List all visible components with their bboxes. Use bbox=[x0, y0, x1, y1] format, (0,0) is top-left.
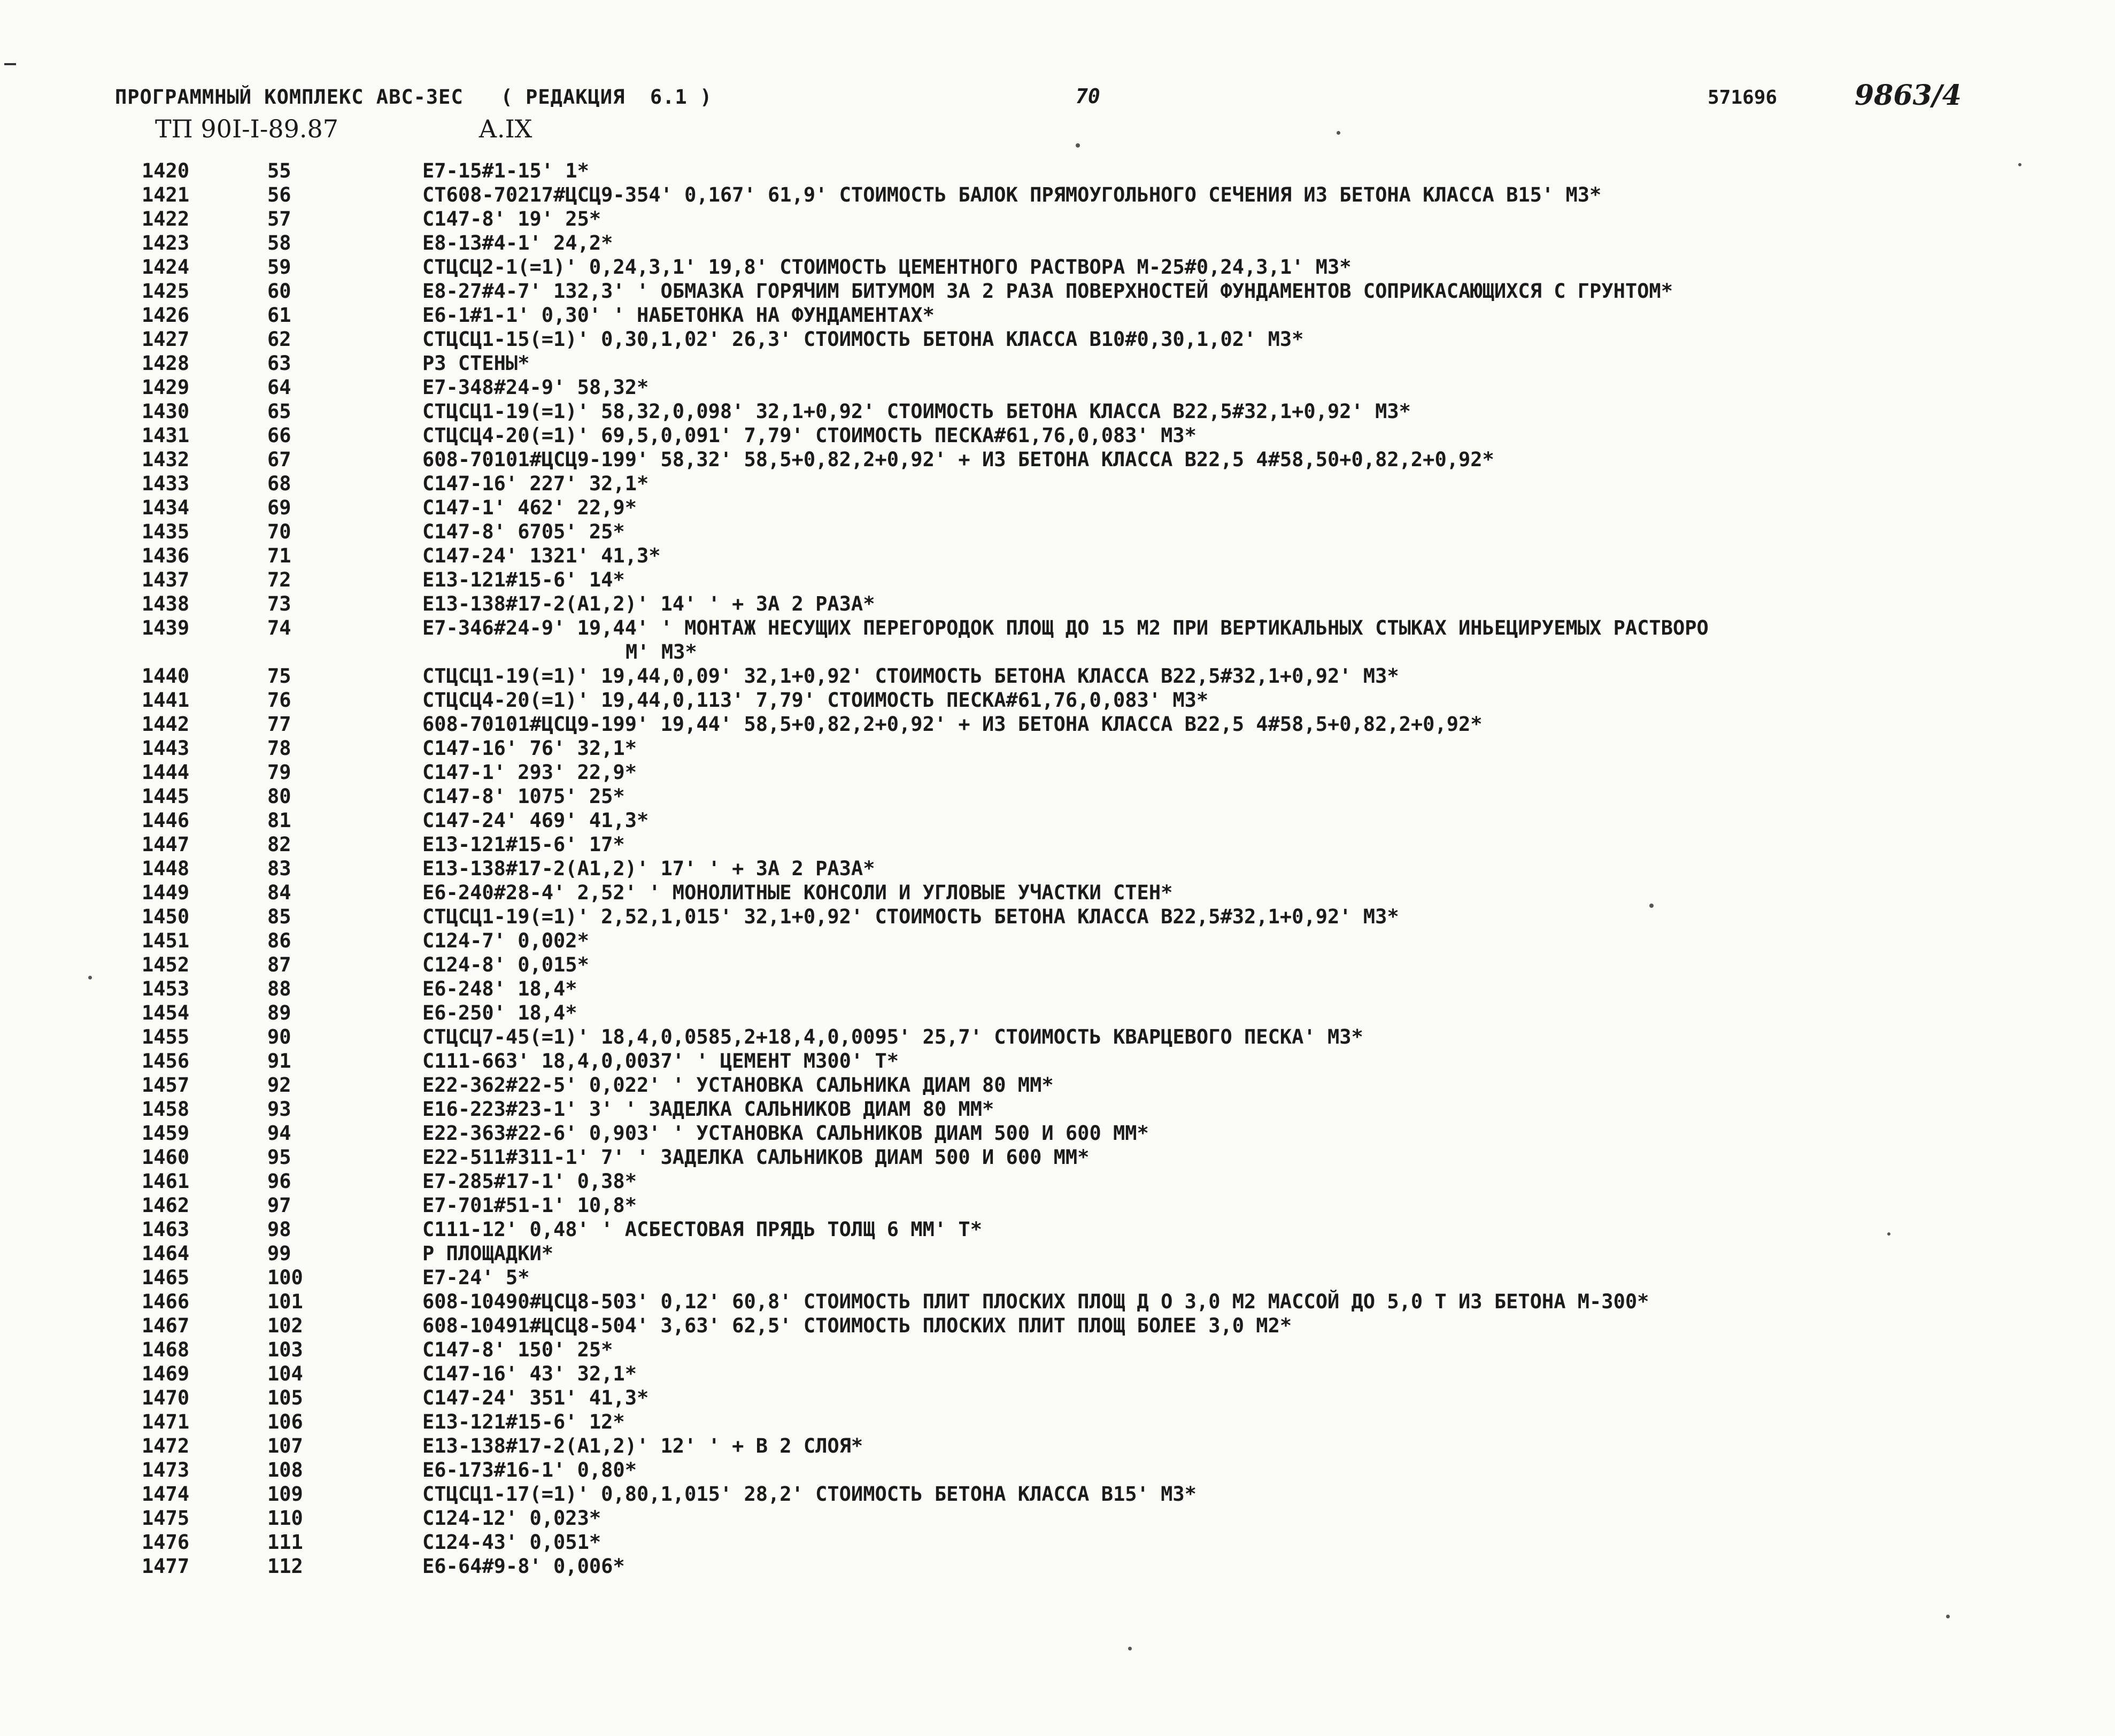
listing-row bbox=[0, 736, 2115, 760]
record-text: Е13-121#15-6' 14* bbox=[422, 568, 625, 591]
record-text: Е22-362#22-5' 0,022' ' УСТАНОВКА САЛЬНИКА ДИАМ 80 ММ* bbox=[422, 1074, 1054, 1097]
listing-row bbox=[0, 953, 2115, 977]
sequence-number: 95 bbox=[267, 1146, 291, 1169]
record-text: 608-70101#ЦСЦ9-199' 58,32' 58,5+0,82,2+0,92' + ИЗ БЕТОНА КЛАССА В22,5 4#58,50+0,82,2+0,92* bbox=[422, 448, 1494, 471]
record-text: С124-12' 0,023* bbox=[422, 1507, 601, 1530]
line-number: 1456 bbox=[142, 1050, 190, 1073]
line-number: 1453 bbox=[142, 977, 190, 1000]
sequence-number: 56 bbox=[267, 183, 291, 206]
sequence-number: 64 bbox=[267, 376, 291, 399]
sequence-number: 55 bbox=[267, 159, 291, 182]
sequence-number: 60 bbox=[267, 280, 291, 303]
record-text: Е7-346#24-9' 19,44' ' МОНТАЖ НЕСУЩИХ ПЕРЕГОРОДОК ПЛОЩ ДО 15 М2 ПРИ ВЕРТИКАЛЬНЫХ СТЫКАХ ИНЬЕЦИРУЕМЫХ РАСТВОРО bbox=[422, 616, 1709, 639]
record-text: Е6-1#1-1' 0,30' ' НАБЕТОНКА НА ФУНДАМЕНТАХ* bbox=[422, 304, 935, 327]
record-text: Е13-138#17-2(А1,2)' 14' ' + ЗА 2 РАЗА* bbox=[422, 592, 875, 615]
line-number: 1443 bbox=[142, 737, 190, 760]
sequence-number: 91 bbox=[267, 1050, 291, 1073]
line-number: 1474 bbox=[142, 1483, 190, 1506]
listing-row bbox=[0, 1410, 2115, 1434]
archive-number: 9863/4 bbox=[1855, 79, 1962, 112]
record-text: Е7-15#1-15' 1* bbox=[422, 159, 589, 182]
sequence-number: 75 bbox=[267, 665, 291, 688]
record-text: СТЦСЦ2-1(=1)' 0,24,3,1' 19,8' СТОИМОСТЬ ЦЕМЕНТНОГО РАСТВОРА М-25#0,24,3,1' М3* bbox=[422, 256, 1352, 279]
listing-row bbox=[0, 375, 2115, 399]
listing-row bbox=[0, 640, 2115, 664]
line-number: 1430 bbox=[142, 400, 190, 423]
line-number: 1462 bbox=[142, 1194, 190, 1217]
document-id: 571696 bbox=[1708, 87, 1778, 109]
line-number: 1422 bbox=[142, 207, 190, 230]
line-number: 1477 bbox=[142, 1555, 190, 1578]
line-number: 1467 bbox=[142, 1314, 190, 1337]
line-number: 1424 bbox=[142, 256, 190, 279]
listing-row bbox=[0, 977, 2115, 1001]
line-number: 1439 bbox=[142, 616, 190, 639]
page-number: 70 bbox=[1076, 84, 1100, 108]
sequence-number: 57 bbox=[267, 207, 291, 230]
sequence-number: 72 bbox=[267, 568, 291, 591]
record-text: Е22-511#311-1' 7' ' ЗАДЕЛКА САЛЬНИКОВ ДИАМ 500 И 600 ММ* bbox=[422, 1146, 1090, 1169]
listing-row bbox=[0, 592, 2115, 616]
record-text: СТЦСЦ1-17(=1)' 0,80,1,015' 28,2' СТОИМОСТЬ БЕТОНА КЛАССА В15' М3* bbox=[422, 1483, 1197, 1506]
section-label: А.IX bbox=[478, 114, 532, 143]
line-number: 1447 bbox=[142, 833, 190, 856]
sequence-number: 111 bbox=[267, 1531, 303, 1554]
record-text: Е6-240#28-4' 2,52' ' МОНОЛИТНЫЕ КОНСОЛИ И УГЛОВЫЕ УЧАСТКИ СТЕН* bbox=[422, 881, 1173, 904]
sequence-number: 67 bbox=[267, 448, 291, 471]
sequence-number: 94 bbox=[267, 1122, 291, 1145]
record-text: СТЦСЦ7-45(=1)' 18,4,0,0585,2+18,4,0,0095' 25,7' СТОИМОСТЬ КВАРЦЕВОГО ПЕСКА' М3* bbox=[422, 1025, 1363, 1048]
listing-row bbox=[0, 423, 2115, 447]
listing-row bbox=[0, 568, 2115, 592]
listing-row bbox=[0, 207, 2115, 231]
line-number: 1435 bbox=[142, 520, 190, 543]
sequence-number: 76 bbox=[267, 689, 291, 712]
printout-listing bbox=[0, 159, 2115, 1578]
sequence-number: 103 bbox=[267, 1338, 303, 1361]
record-text: 608-10490#ЦСЦ8-503' 0,12' 60,8' СТОИМОСТЬ ПЛИТ ПЛОСКИХ ПЛОЩ Д О 3,0 М2 МАССОЙ ДО 5,0 Т ИЗ БЕТОНА М-300* bbox=[422, 1290, 1649, 1313]
listing-row bbox=[0, 303, 2115, 327]
sequence-number: 88 bbox=[267, 977, 291, 1000]
listing-row bbox=[0, 327, 2115, 351]
record-text: 608-70101#ЦСЦ9-199' 19,44' 58,5+0,82,2+0,92' + ИЗ БЕТОНА КЛАССА В22,5 4#58,5+0,82,2+0,92* bbox=[422, 713, 1483, 736]
listing-row bbox=[0, 351, 2115, 375]
line-number: 1420 bbox=[142, 159, 190, 182]
line-number: 1476 bbox=[142, 1531, 190, 1554]
listing-row bbox=[0, 183, 2115, 207]
record-text: С147-8' 150' 25* bbox=[422, 1338, 613, 1361]
record-text: С147-24' 351' 41,3* bbox=[422, 1386, 649, 1409]
sequence-number: 59 bbox=[267, 256, 291, 279]
listing-row bbox=[0, 1241, 2115, 1266]
listing-row bbox=[0, 544, 2115, 568]
line-number: 1470 bbox=[142, 1386, 190, 1409]
sequence-number: 102 bbox=[267, 1314, 303, 1337]
sequence-number: 74 bbox=[267, 616, 291, 639]
listing-row bbox=[0, 1338, 2115, 1362]
listing-row bbox=[0, 1049, 2115, 1073]
line-number: 1455 bbox=[142, 1025, 190, 1048]
sequence-number: 61 bbox=[267, 304, 291, 327]
record-text: Е13-138#17-2(А1,2)' 12' ' + В 2 СЛОЯ* bbox=[422, 1434, 863, 1457]
record-text: С147-16' 76' 32,1* bbox=[422, 737, 637, 760]
listing-row bbox=[0, 1001, 2115, 1025]
record-text: Р3 СТЕНЫ* bbox=[422, 352, 530, 375]
sequence-number: 63 bbox=[267, 352, 291, 375]
line-number: 1464 bbox=[142, 1242, 190, 1265]
sequence-number: 86 bbox=[267, 929, 291, 952]
record-text: Е6-64#9-8' 0,006* bbox=[422, 1555, 625, 1578]
listing-row bbox=[0, 159, 2115, 183]
line-number: 1427 bbox=[142, 328, 190, 351]
line-number: 1463 bbox=[142, 1218, 190, 1241]
record-text: Е13-121#15-6' 12* bbox=[422, 1410, 625, 1433]
listing-row bbox=[0, 905, 2115, 929]
line-number: 1429 bbox=[142, 376, 190, 399]
listing-row bbox=[0, 881, 2115, 905]
record-text: Е6-173#16-1' 0,80* bbox=[422, 1459, 637, 1482]
line-number: 1436 bbox=[142, 544, 190, 567]
line-number: 1461 bbox=[142, 1170, 190, 1193]
line-number: 1448 bbox=[142, 857, 190, 880]
line-number: 1446 bbox=[142, 809, 190, 832]
listing-row bbox=[0, 1482, 2115, 1506]
listing-row bbox=[0, 1217, 2115, 1241]
listing-row bbox=[0, 447, 2115, 472]
sequence-number: 92 bbox=[267, 1074, 291, 1097]
line-number: 1433 bbox=[142, 472, 190, 495]
record-text: М' М3* bbox=[626, 641, 697, 663]
sequence-number: 110 bbox=[267, 1507, 303, 1530]
sequence-number: 69 bbox=[267, 496, 291, 519]
record-text: Е8-13#4-1' 24,2* bbox=[422, 232, 613, 254]
scan-speck bbox=[1337, 131, 1340, 135]
record-text: Е13-121#15-6' 17* bbox=[422, 833, 625, 856]
listing-row bbox=[0, 1073, 2115, 1097]
line-number: 1459 bbox=[142, 1122, 190, 1145]
listing-row bbox=[0, 472, 2115, 496]
record-text: СТЦСЦ4-20(=1)' 19,44,0,113' 7,79' СТОИМОСТЬ ПЕСКА#61,76,0,083' М3* bbox=[422, 689, 1209, 712]
sequence-number: 85 bbox=[267, 905, 291, 928]
sequence-number: 82 bbox=[267, 833, 291, 856]
listing-row bbox=[0, 808, 2115, 832]
sequence-number: 108 bbox=[267, 1459, 303, 1482]
listing-row bbox=[0, 1266, 2115, 1290]
sequence-number: 105 bbox=[267, 1386, 303, 1409]
record-text: Е13-138#17-2(А1,2)' 17' ' + ЗА 2 РАЗА* bbox=[422, 857, 875, 880]
scan-speck bbox=[1946, 1615, 1950, 1618]
sequence-number: 66 bbox=[267, 424, 291, 447]
listing-row bbox=[0, 1025, 2115, 1049]
line-number: 1457 bbox=[142, 1074, 190, 1097]
listing-row bbox=[0, 784, 2115, 808]
sequence-number: 80 bbox=[267, 785, 291, 808]
sequence-number: 100 bbox=[267, 1266, 303, 1289]
sequence-number: 73 bbox=[267, 592, 291, 615]
record-text: Е16-223#23-1' 3' ' ЗАДЕЛКА САЛЬНИКОВ ДИАМ 80 ММ* bbox=[422, 1098, 994, 1121]
listing-row bbox=[0, 832, 2115, 857]
record-text: С147-16' 43' 32,1* bbox=[422, 1362, 637, 1385]
scan-speck bbox=[1076, 143, 1080, 148]
line-number: 1449 bbox=[142, 881, 190, 904]
listing-row bbox=[0, 664, 2115, 688]
sequence-number: 90 bbox=[267, 1025, 291, 1048]
listing-row bbox=[0, 496, 2115, 520]
line-number: 1442 bbox=[142, 713, 190, 736]
record-text: С147-8' 6705' 25* bbox=[422, 520, 625, 543]
sequence-number: 101 bbox=[267, 1290, 303, 1313]
project-code: ТП 90I-I-89.87 bbox=[155, 114, 339, 143]
record-text: С147-8' 19' 25* bbox=[422, 207, 601, 230]
listing-row bbox=[0, 1145, 2115, 1169]
sequence-number: 93 bbox=[267, 1098, 291, 1121]
record-text: С124-7' 0,002* bbox=[422, 929, 589, 952]
line-number: 1444 bbox=[142, 761, 190, 784]
line-number: 1438 bbox=[142, 592, 190, 615]
record-text: Е6-250' 18,4* bbox=[422, 1001, 577, 1024]
line-number: 1471 bbox=[142, 1410, 190, 1433]
sequence-number: 71 bbox=[267, 544, 291, 567]
listing-row bbox=[0, 857, 2115, 881]
line-number: 1472 bbox=[142, 1434, 190, 1457]
line-number: 1465 bbox=[142, 1266, 190, 1289]
sequence-number: 97 bbox=[267, 1194, 291, 1217]
listing-row bbox=[0, 1193, 2115, 1217]
record-text: Е8-27#4-7' 132,3' ' ОБМАЗКА ГОРЯЧИМ БИТУМОМ ЗА 2 РАЗА ПОВЕРХНОСТЕЙ ФУНДАМЕНТОВ СОПРИКАСАЮЩИХСЯ С ГРУНТОМ* bbox=[422, 280, 1673, 303]
record-text: Е7-24' 5* bbox=[422, 1266, 530, 1289]
line-number: 1473 bbox=[142, 1459, 190, 1482]
listing-row bbox=[0, 760, 2115, 784]
sequence-number: 109 bbox=[267, 1483, 303, 1506]
record-text: С147-1' 293' 22,9* bbox=[422, 761, 637, 784]
sequence-number: 81 bbox=[267, 809, 291, 832]
sequence-number: 58 bbox=[267, 232, 291, 254]
line-number: 1423 bbox=[142, 232, 190, 254]
record-text: СТЦСЦ1-19(=1)' 58,32,0,098' 32,1+0,92' СТОИМОСТЬ БЕТОНА КЛАССА В22,5#32,1+0,92' М3* bbox=[422, 400, 1411, 423]
line-number: 1454 bbox=[142, 1001, 190, 1024]
record-text: С147-1' 462' 22,9* bbox=[422, 496, 637, 519]
sequence-number: 96 bbox=[267, 1170, 291, 1193]
sequence-number: 70 bbox=[267, 520, 291, 543]
line-number: 1451 bbox=[142, 929, 190, 952]
record-text: Р ПЛОЩАДКИ* bbox=[422, 1242, 554, 1265]
scan-mark bbox=[4, 63, 16, 65]
record-text: Е7-348#24-9' 58,32* bbox=[422, 376, 649, 399]
listing-row bbox=[0, 1097, 2115, 1121]
record-text: С147-24' 1321' 41,3* bbox=[422, 544, 661, 567]
line-number: 1450 bbox=[142, 905, 190, 928]
line-number: 1426 bbox=[142, 304, 190, 327]
listing-row bbox=[0, 1121, 2115, 1145]
listing-row bbox=[0, 1434, 2115, 1458]
listing-row bbox=[0, 616, 2115, 640]
sequence-number: 89 bbox=[267, 1001, 291, 1024]
record-text: Е7-701#51-1' 10,8* bbox=[422, 1194, 637, 1217]
sequence-number: 107 bbox=[267, 1434, 303, 1457]
line-number: 1475 bbox=[142, 1507, 190, 1530]
line-number: 1437 bbox=[142, 568, 190, 591]
sequence-number: 62 bbox=[267, 328, 291, 351]
record-text: СТ608-70217#ЦСЦ9-354' 0,167' 61,9' СТОИМОСТЬ БАЛОК ПРЯМОУГОЛЬНОГО СЕЧЕНИЯ ИЗ БЕТОНА КЛАССА В15' М3* bbox=[422, 183, 1602, 206]
sequence-number: 65 bbox=[267, 400, 291, 423]
listing-row bbox=[0, 1530, 2115, 1554]
program-header: ПРОГРАММНЫЙ КОМПЛЕКС АВС-3ЕС ( РЕДАКЦИЯ 6.1 ) bbox=[115, 86, 713, 109]
line-number: 1469 bbox=[142, 1362, 190, 1385]
listing-row bbox=[0, 1362, 2115, 1386]
sequence-number: 78 bbox=[267, 737, 291, 760]
record-text: С111-12' 0,48' ' АСБЕСТОВАЯ ПРЯДЬ ТОЛЩ 6 ММ' Т* bbox=[422, 1218, 982, 1241]
sequence-number: 112 bbox=[267, 1555, 303, 1578]
listing-row bbox=[0, 279, 2115, 303]
record-text: Е7-285#17-1' 0,38* bbox=[422, 1170, 637, 1193]
record-text: СТЦСЦ1-19(=1)' 2,52,1,015' 32,1+0,92' СТОИМОСТЬ БЕТОНА КЛАССА В22,5#32,1+0,92' М3* bbox=[422, 905, 1399, 928]
listing-row bbox=[0, 231, 2115, 255]
line-number: 1421 bbox=[142, 183, 190, 206]
record-text: СТЦСЦ1-15(=1)' 0,30,1,02' 26,3' СТОИМОСТЬ БЕТОНА КЛАССА В10#0,30,1,02' М3* bbox=[422, 328, 1304, 351]
line-number: 1445 bbox=[142, 785, 190, 808]
record-text: С147-16' 227' 32,1* bbox=[422, 472, 649, 495]
listing-row bbox=[0, 1314, 2115, 1338]
record-text: 608-10491#ЦСЦ8-504' 3,63' 62,5' СТОИМОСТЬ ПЛОСКИХ ПЛИТ ПЛОЩ БОЛЕЕ 3,0 М2* bbox=[422, 1314, 1292, 1337]
line-number: 1440 bbox=[142, 665, 190, 688]
sequence-number: 104 bbox=[267, 1362, 303, 1385]
listing-row bbox=[0, 399, 2115, 423]
line-number: 1468 bbox=[142, 1338, 190, 1361]
listing-row bbox=[0, 688, 2115, 712]
listing-row bbox=[0, 255, 2115, 279]
listing-row bbox=[0, 1169, 2115, 1193]
record-text: Е22-363#22-6' 0,903' ' УСТАНОВКА САЛЬНИКОВ ДИАМ 500 И 600 ММ* bbox=[422, 1122, 1149, 1145]
line-number: 1431 bbox=[142, 424, 190, 447]
line-number: 1434 bbox=[142, 496, 190, 519]
sequence-number: 87 bbox=[267, 953, 291, 976]
line-number: 1452 bbox=[142, 953, 190, 976]
record-text: СТЦСЦ1-19(=1)' 19,44,0,09' 32,1+0,92' СТОИМОСТЬ БЕТОНА КЛАССА В22,5#32,1+0,92' М3* bbox=[422, 665, 1399, 688]
listing-row bbox=[0, 520, 2115, 544]
line-number: 1428 bbox=[142, 352, 190, 375]
listing-row bbox=[0, 712, 2115, 736]
record-text: С147-8' 1075' 25* bbox=[422, 785, 625, 808]
sequence-number: 77 bbox=[267, 713, 291, 736]
record-text: С124-43' 0,051* bbox=[422, 1531, 601, 1554]
listing-row bbox=[0, 1290, 2115, 1314]
listing-row bbox=[0, 1458, 2115, 1482]
listing-row bbox=[0, 1386, 2115, 1410]
sequence-number: 84 bbox=[267, 881, 291, 904]
sequence-number: 98 bbox=[267, 1218, 291, 1241]
record-text: С147-24' 469' 41,3* bbox=[422, 809, 649, 832]
listing-row bbox=[0, 1554, 2115, 1578]
line-number: 1425 bbox=[142, 280, 190, 303]
listing-row bbox=[0, 929, 2115, 953]
sequence-number: 68 bbox=[267, 472, 291, 495]
line-number: 1458 bbox=[142, 1098, 190, 1121]
sequence-number: 106 bbox=[267, 1410, 303, 1433]
listing-row bbox=[0, 1506, 2115, 1530]
line-number: 1441 bbox=[142, 689, 190, 712]
sequence-number: 79 bbox=[267, 761, 291, 784]
record-text: С124-8' 0,015* bbox=[422, 953, 589, 976]
scan-speck bbox=[1128, 1647, 1132, 1650]
line-number: 1460 bbox=[142, 1146, 190, 1169]
sequence-number: 83 bbox=[267, 857, 291, 880]
record-text: С111-663' 18,4,0,0037' ' ЦЕМЕНТ М300' Т* bbox=[422, 1050, 899, 1073]
sequence-number: 99 bbox=[267, 1242, 291, 1265]
record-text: СТЦСЦ4-20(=1)' 69,5,0,091' 7,79' СТОИМОСТЬ ПЕСКА#61,76,0,083' М3* bbox=[422, 424, 1197, 447]
line-number: 1466 bbox=[142, 1290, 190, 1313]
record-text: Е6-248' 18,4* bbox=[422, 977, 577, 1000]
line-number: 1432 bbox=[142, 448, 190, 471]
